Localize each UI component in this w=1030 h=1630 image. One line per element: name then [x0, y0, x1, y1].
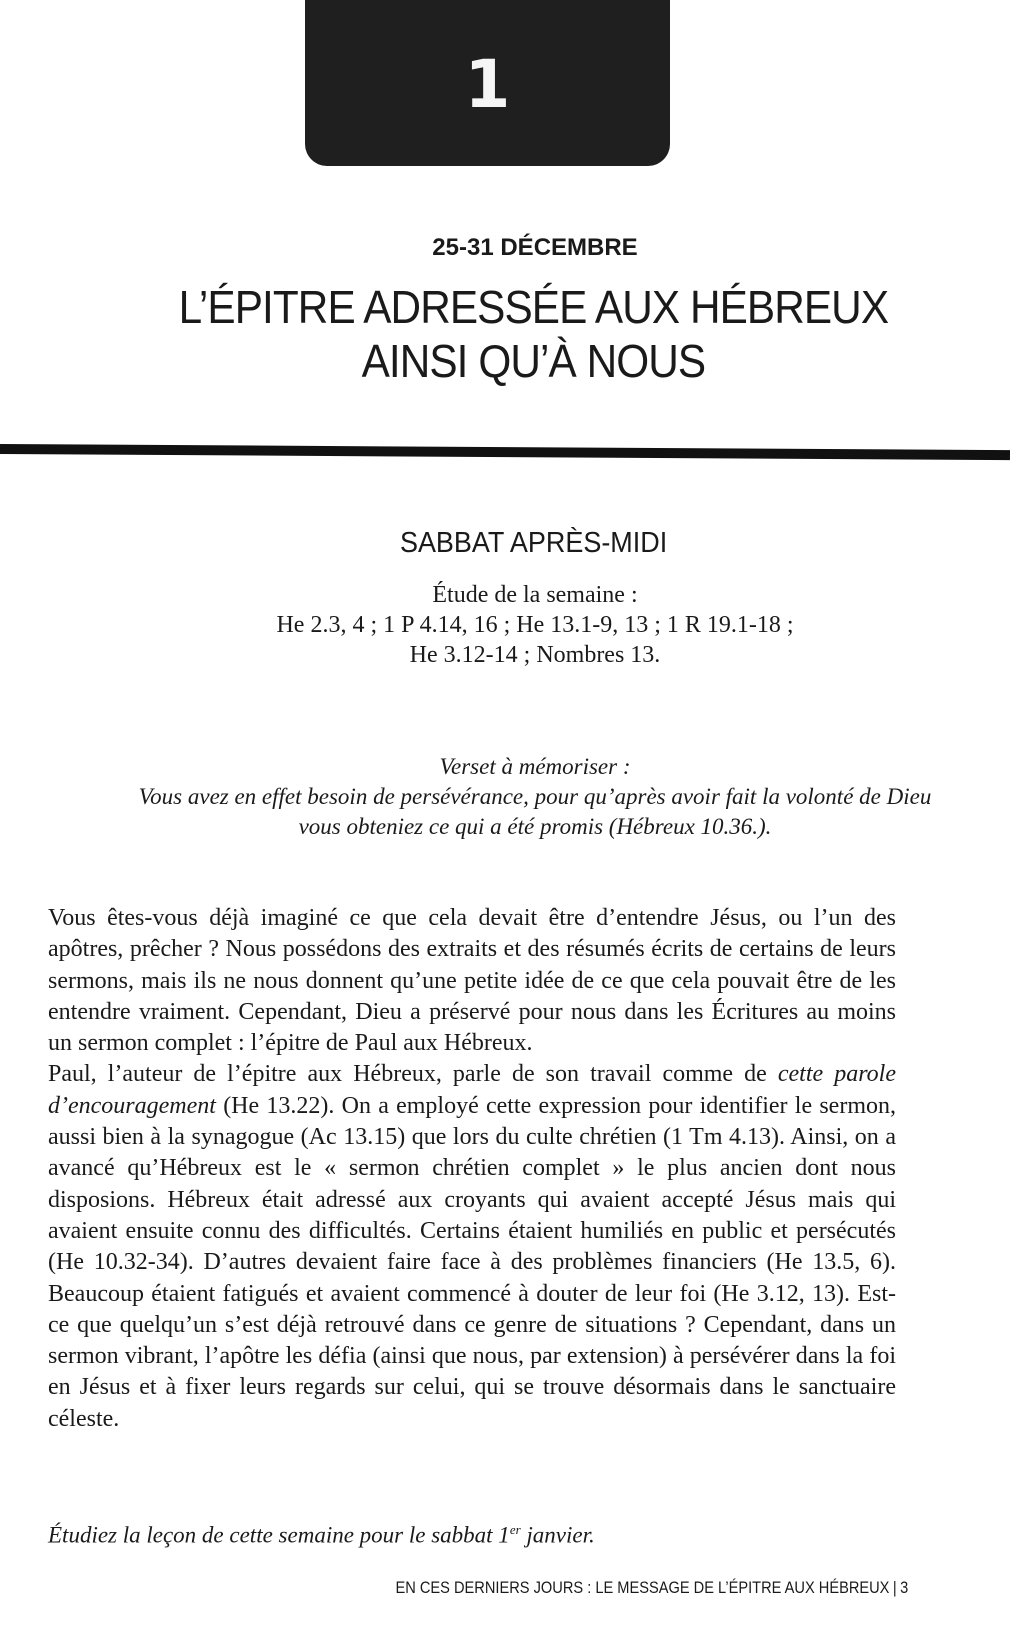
paragraph2-rest: (He 13.22). On a employé cette expression pour identifier le sermon, aussi bien à la synagogue (Ac 13.15) que lors du culte chrétien (1 Tm 4.13). Ainsi, on a avancé qu’Hébreux est le « sermon chrétien complet » le plus ancien dont nous disposions. Hébreux était adressé aux croyants qui avaient accepté Jésus mais qui avaient ensuite connu des difficultés. Certains étaient humiliés en public et persécutés (He 10.32-34). D’autres devaient faire face à des problèmes financiers (He 13.5, 6). Beaucoup étaient fatigués et avaient commencé à douter de leur foi (He 3.12, 13). Est-ce que quelqu’un s’est déjà retrouvé dans ce genre de situations ? Cependant, dans un sermon vibrant, l’apôtre les défia (ainsi que nous, par extension) à persévérer dans la foi en Jésus et à fixer leurs regards sur celui, qui se trouve désormais dans le sanctuaire céleste.	[48, 1092, 896, 1432]
closing-text-after: janvier.	[520, 1522, 595, 1548]
study-refs-line1: He 2.3, 4 ; 1 P 4.14, 16 ; He 13.1-9, 13 ; 1 R 19.1-18 ;	[276, 612, 794, 638]
footer-separator: |	[892, 1578, 897, 1597]
study-label: Étude de la semaine :	[432, 582, 638, 608]
body-paragraph-2	[48, 1059, 896, 1435]
lesson-title	[41, 280, 989, 388]
lesson-number: 1	[464, 46, 511, 123]
body-paragraph-1: Vous êtes-vous déjà imaginé ce que cela devait être d’entendre Jésus, ou l’un des apôtres, prêcher ? Nous possédons des extraits et des résumés écrits de certains de leurs sermons, mais ils ne nous donnent qu’une petite idée de ce que cela pouvait être de les entendre vraiment. Cependant, Dieu a préservé pour nous dans les Écritures au moins un sermon complet : l’épitre de Paul aux Hébreux.	[48, 905, 896, 1057]
page-footer	[395, 1578, 908, 1598]
paragraph2-start: Paul, l’auteur de l’épitre aux Hébreux, parle de son travail comme de	[48, 1061, 778, 1088]
memory-verse-line2: vous obteniez ce qui a été promis (Hébreux 10.36.).	[298, 814, 772, 839]
running-title: EN CES DERNIERS JOURS : LE MESSAGE DE L’ÉPITRE AUX HÉBREUX	[395, 1578, 890, 1597]
paragraph2-italic: cette parole d’encouragement	[48, 1061, 897, 1119]
lesson-number-tab	[305, 0, 670, 166]
lesson-date: 25-31 DÉCEMBRE	[432, 234, 638, 261]
closing-text-before: Étudiez la leçon de cette semaine pour le sabbat 1	[48, 1522, 510, 1548]
body-text	[48, 903, 896, 1435]
weekly-study	[0, 580, 1030, 670]
closing-note	[48, 1522, 595, 1549]
page-number: 3	[899, 1578, 908, 1597]
memory-verse	[0, 752, 1030, 842]
closing-superscript: er	[509, 1522, 521, 1537]
header-divider	[0, 444, 1010, 460]
lesson-title-line2: AINSI QU’À NOUS	[361, 335, 706, 387]
lesson-title-line1: L’ÉPITRE ADRESSÉE AUX HÉBREUX	[178, 281, 889, 333]
study-refs-line2: He 3.12-14 ; Nombres 13.	[409, 642, 661, 668]
section-heading: SABBAT APRÈS-MIDI	[399, 527, 668, 559]
memory-verse-line1: Vous avez en effet besoin de persévérance, pour qu’après avoir fait la volonté de Dieu	[138, 784, 932, 809]
memory-verse-label: Verset à mémoriser :	[439, 754, 631, 779]
